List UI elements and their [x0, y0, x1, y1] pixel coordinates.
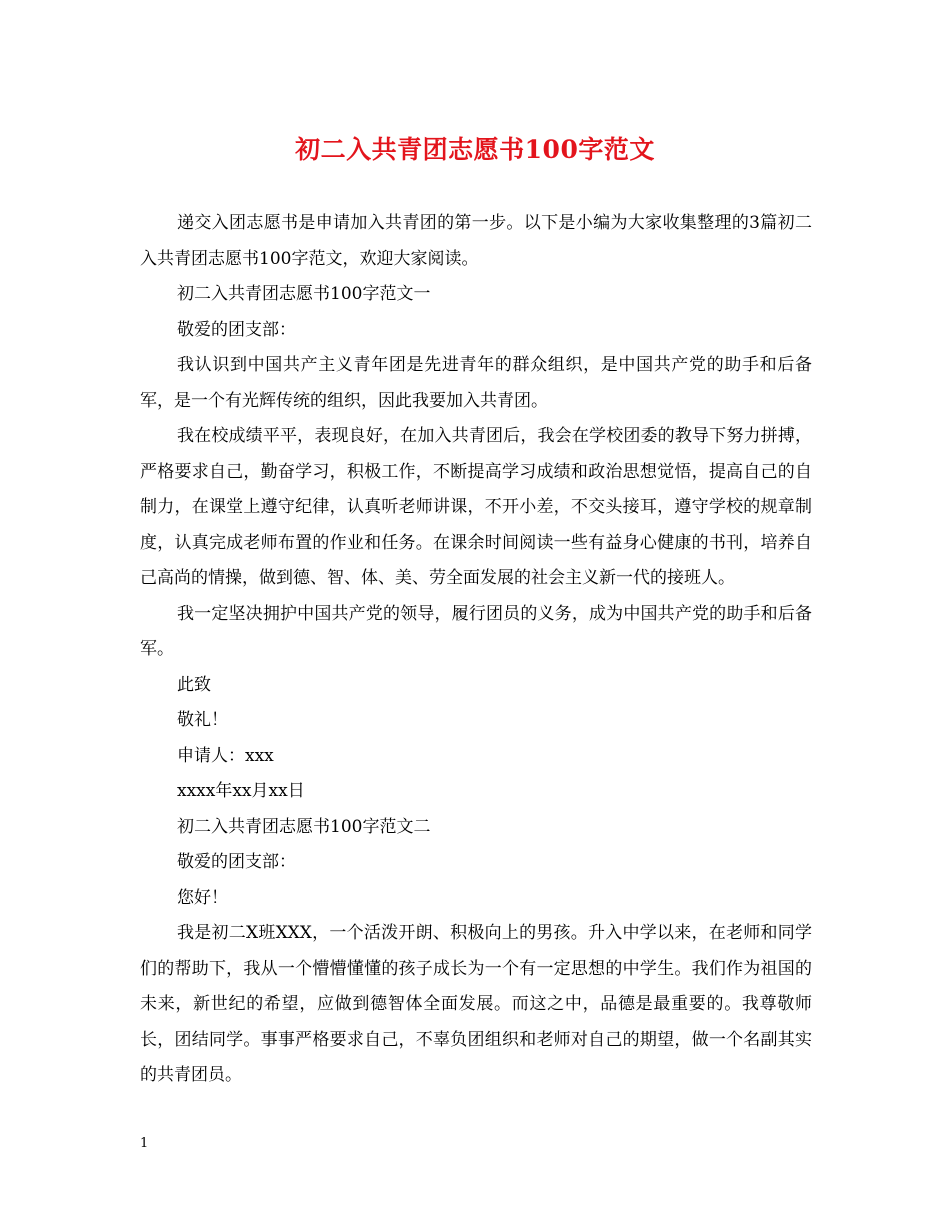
section-heading-1: 初二入共青团志愿书100字范文一 [177, 284, 431, 304]
paragraph-intro: 递交入团志愿书是申请加入共青团的第一步。以下是小编为大家收集整理的3篇初二入共青团志愿书100字范文，欢迎大家阅读。 [140, 213, 812, 269]
document-title: 初二入共青团志愿书100字范文 [295, 135, 655, 164]
salutation-1: 敬爱的团支部： [177, 319, 296, 340]
paragraph-1a: 我认识到中国共产主义青年团是先进青年的群众组织，是中国共产党的助手和后备军，是一个有光辉传统的组织，因此我要加入共青团。 [140, 355, 812, 411]
document-body [140, 206, 812, 1094]
page-number: 1 [140, 1136, 149, 1151]
paragraph-1c: 我一定坚决拥护中国共产党的领导，履行团员的义务，成为中国共产党的助手和后备军。 [140, 603, 812, 659]
section-heading-2: 初二入共青团志愿书100字范文二 [177, 816, 431, 837]
closing-1: 此致 [177, 674, 211, 695]
date-1: xxxx年xx月xx日 [177, 781, 305, 801]
applicant-1: 申请人：xxx [177, 745, 274, 766]
greeting-2: 您好！ [177, 887, 228, 908]
salutation-2: 敬爱的团支部： [177, 852, 296, 872]
paragraph-2a: 我是初二X班XXX，一个活泼开朗、积极向上的男孩。升入中学以来，在老师和同学们的帮助下，我从一个懵懵懂懂的孩子成长为一个有一定思想的中学生。我们作为祖国的未来，新世纪的希望，应做到德智体全面发展。而这之中，品德是最重要的。我尊敬师长，团结同学。事事严格要求自己，不辜负团组织和老师对自己的期望，做一个名副其实的共青团员。 [140, 923, 812, 1085]
paragraph-1b: 我在校成绩平平，表现良好，在加入共青团后，我会在学校团委的教导下努力拼搏，严格要求自己，勤奋学习，积极工作，不断提高学习成绩和政治思想觉悟，提高自己的自制力，在课堂上遵守纪律，认真听老师讲课，不开小差，不交头接耳，遵守学校的规章制度，认真完成老师布置的作业和任务。在课余时间阅读一些有益身心健康的书刊，培养自己高尚的情操，做到德、智、体、美、劳全面发展的社会主义新一代的接班人。 [140, 426, 812, 588]
regards-1: 敬礼！ [177, 710, 228, 730]
